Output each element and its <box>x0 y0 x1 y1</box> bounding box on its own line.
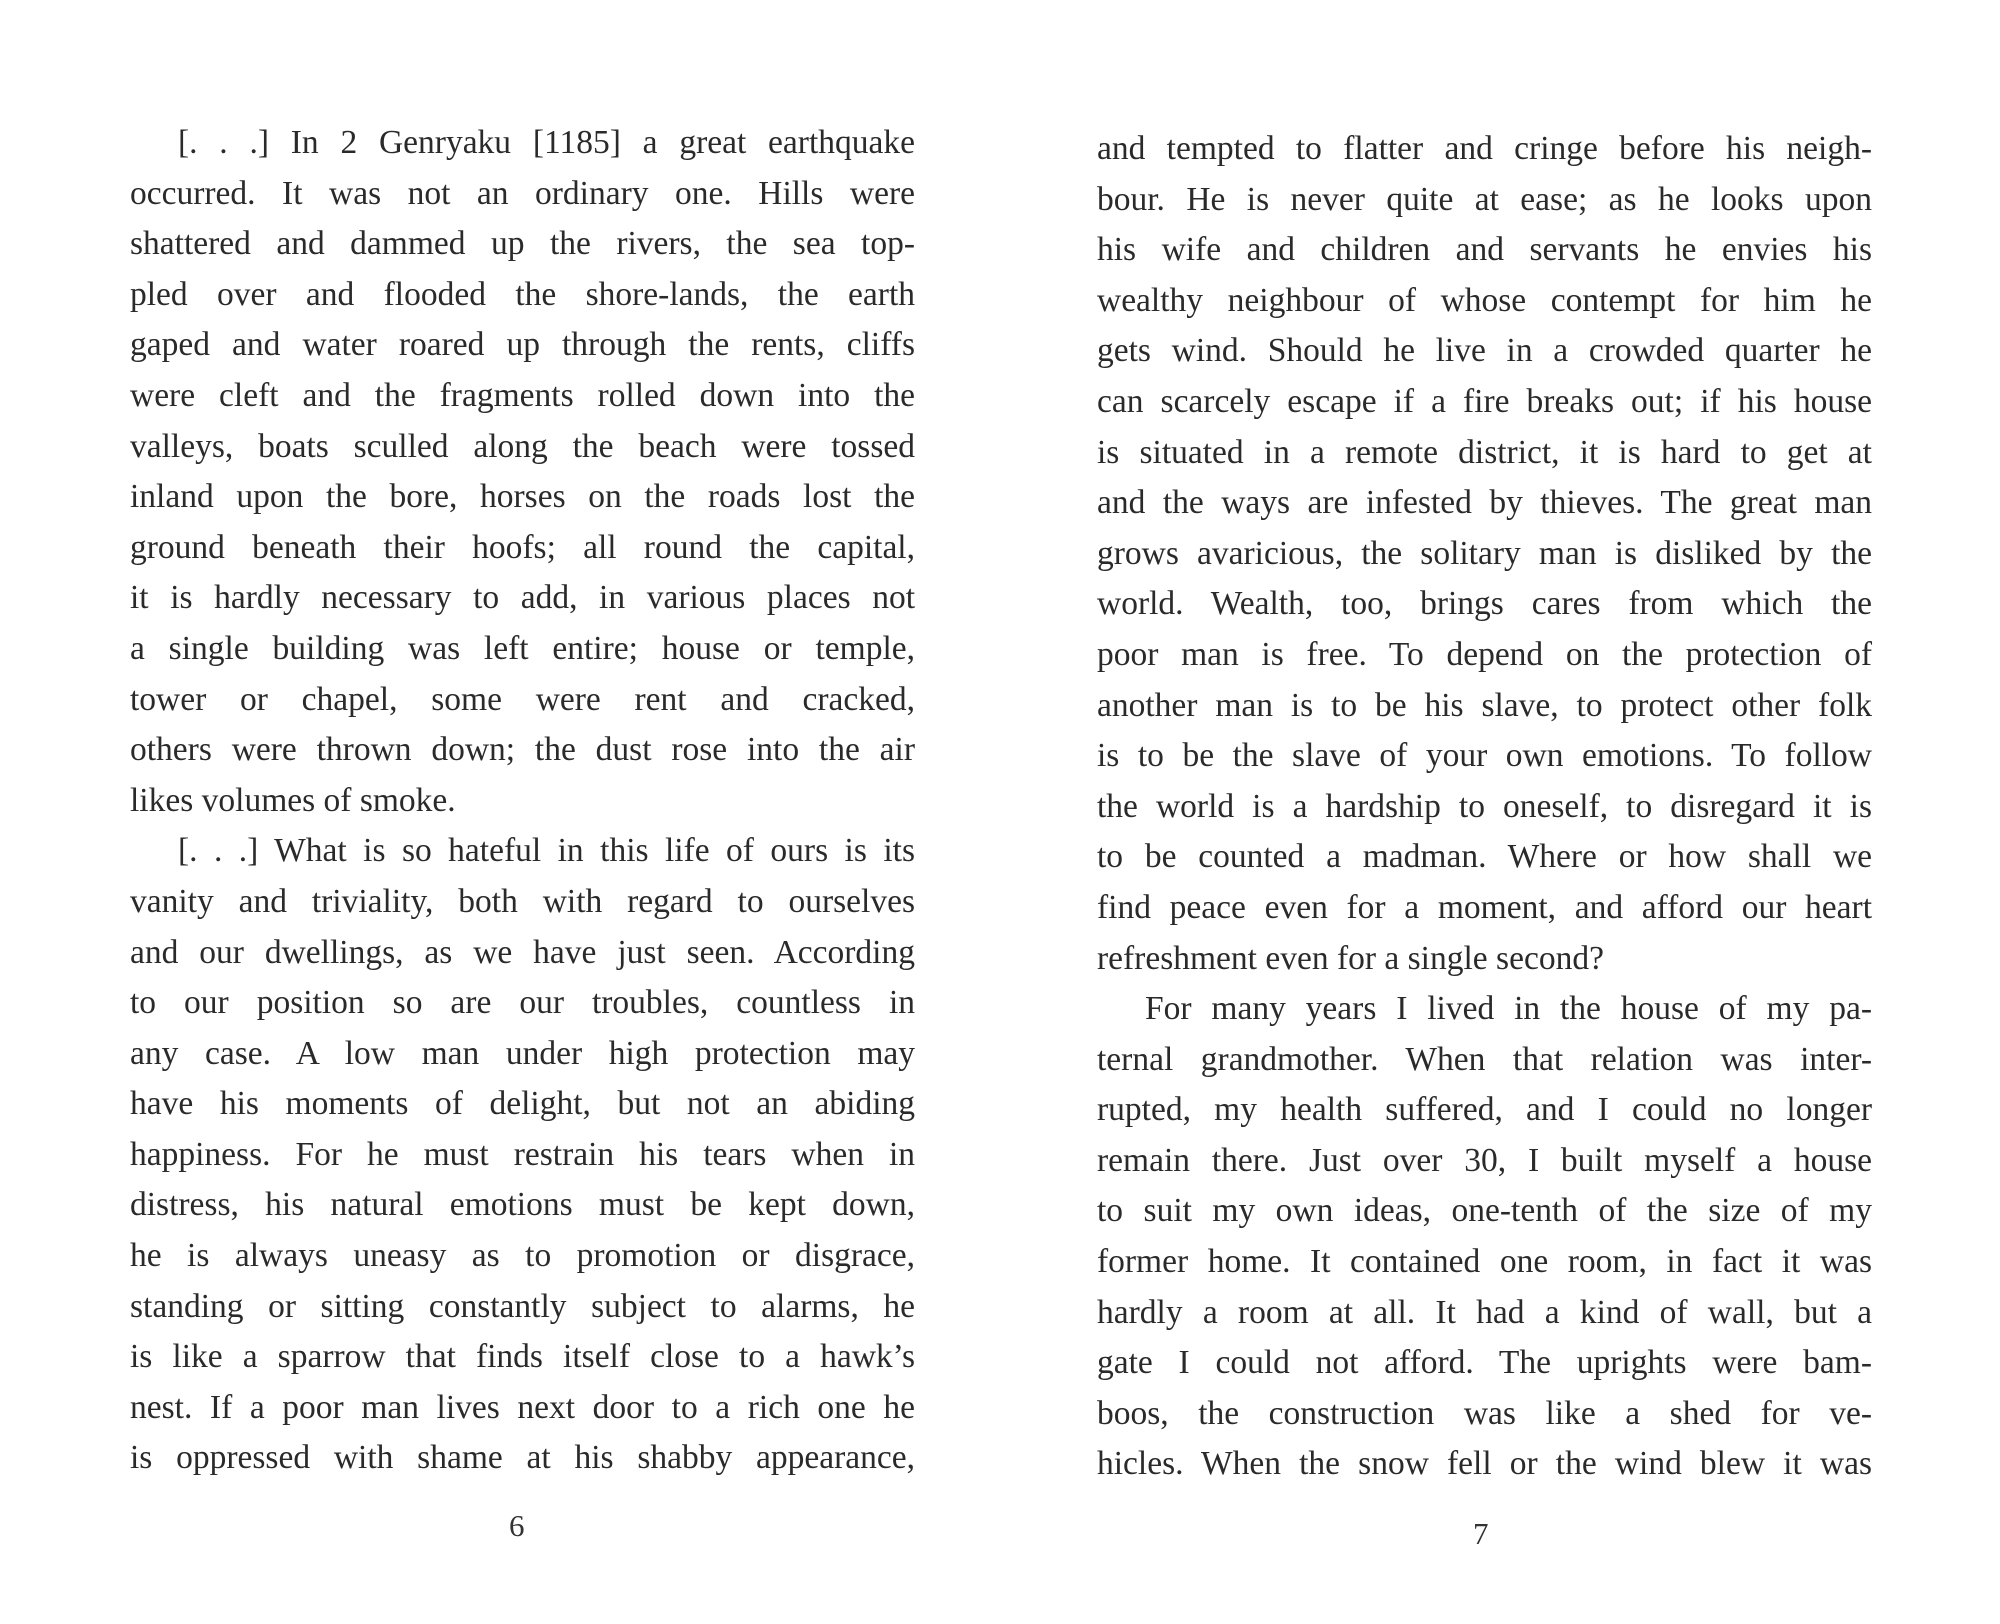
text-line: grows avaricious, the solitary man is disliked by the <box>1097 534 1872 572</box>
text-line: For many years I lived in the house of my pa- <box>1145 990 1872 1028</box>
text-line: shattered and dammed up the rivers, the sea top- <box>130 225 915 263</box>
text-line: wealthy neighbour of whose contempt for him he <box>1097 281 1872 319</box>
text-line: pled over and flooded the shore-lands, the earth <box>130 275 915 313</box>
text-line: find peace even for a moment, and afford our heart <box>1097 888 1872 926</box>
text-line: and tempted to flatter and cringe before his neigh- <box>1097 130 1872 167</box>
text-line: refreshment even for a single second? <box>1097 939 1604 977</box>
text-line: another man is to be his slave, to protect other folk <box>1097 686 1872 724</box>
text-line: it is hardly necessary to add, in various places not <box>130 579 915 617</box>
text-line: likes volumes of smoke. <box>130 781 456 819</box>
text-line: hicles. When the snow fell or the wind blew it was <box>1097 1445 1872 1483</box>
text-line: is situated in a remote district, it is hard to get at <box>1097 433 1872 471</box>
text-line: boos, the construction was like a shed for ve- <box>1097 1394 1872 1432</box>
paragraph <box>130 826 915 1484</box>
text-line: vanity and triviality, both with regard to ourselves <box>130 882 915 920</box>
text-line: and the ways are infested by thieves. The great man <box>1097 484 1872 522</box>
text-line: the world is a hardship to oneself, to disregard it is <box>1097 787 1872 825</box>
text-line: to be counted a madman. Where or how shall we <box>1097 838 1872 876</box>
text-line: his wife and children and servants he envies his <box>1097 231 1872 269</box>
text-line: is oppressed with shame at his shabby appearance, <box>130 1439 915 1477</box>
text-line: hardly a room at all. It had a kind of wall, but a <box>1097 1293 1872 1331</box>
text-line: a single building was left entire; house or temple, <box>130 629 915 667</box>
text-line: world. Wealth, too, brings cares from which the <box>1097 585 1872 623</box>
text-line: others were thrown down; the dust rose into the air <box>130 731 915 769</box>
text-line: gets wind. Should he live in a crowded quarter he <box>1097 332 1872 370</box>
text-line: have his moments of delight, but not an abiding <box>130 1085 915 1123</box>
text-line: is to be the slave of your own emotions. To follow <box>1097 737 1872 775</box>
text-line: distress, his natural emotions must be kept down, <box>130 1186 915 1224</box>
text-line: gate I could not afford. The uprights were bam- <box>1097 1344 1872 1382</box>
text-line: to suit my own ideas, one-tenth of the size of my <box>1097 1192 1872 1230</box>
text-line: he is always uneasy as to promotion or disgrace, <box>130 1237 915 1275</box>
page-number-right: 7 <box>1473 1516 1489 1551</box>
text-line: rupted, my health suffered, and I could no longer <box>1097 1091 1872 1129</box>
text-line: standing or sitting constantly subject to alarms, he <box>130 1287 915 1325</box>
text-line: and our dwellings, as we have just seen. According <box>130 933 915 971</box>
text-line: any case. A low man under high protection may <box>130 1034 915 1072</box>
text-line: inland upon the bore, horses on the roads lost the <box>130 478 915 516</box>
paragraph <box>1097 124 1872 984</box>
text-line: happiness. For he must restrain his tears when in <box>130 1135 915 1173</box>
text-line: [. . .] What is so hateful in this life of ours is its <box>178 832 915 870</box>
text-line: is like a sparrow that finds itself close to a hawk’s <box>130 1338 915 1376</box>
text-line: occurred. It was not an ordinary one. Hills were <box>130 174 915 212</box>
paragraph <box>1097 984 1872 1490</box>
text-line: ternal grandmother. When that relation was inter- <box>1097 1040 1872 1078</box>
left-page-text <box>130 118 915 1484</box>
text-line: bour. He is never quite at ease; as he looks upon <box>1097 180 1872 218</box>
text-line: remain there. Just over 30, I built myself a house <box>1097 1141 1872 1179</box>
text-line: tower or chapel, some were rent and cracked, <box>130 680 915 718</box>
text-line: valleys, boats sculled along the beach were tossed <box>130 427 915 465</box>
text-line: nest. If a poor man lives next door to a rich one he <box>130 1388 915 1426</box>
paragraph <box>130 118 915 826</box>
text-line: were cleft and the fragments rolled down into the <box>130 376 915 414</box>
text-line: former home. It contained one room, in fact it was <box>1097 1243 1872 1281</box>
text-line: gaped and water roared up through the rents, cliffs <box>130 326 915 364</box>
page-number-left: 6 <box>509 1508 525 1543</box>
text-line: poor man is free. To depend on the protection of <box>1097 635 1872 673</box>
text-line: to our position so are our troubles, countless in <box>130 984 915 1022</box>
text-line: can scarcely escape if a fire breaks out; if his house <box>1097 382 1872 420</box>
right-page-text <box>1097 124 1872 1490</box>
text-line: [. . .] In 2 Genryaku [1185] a great earthquake <box>178 124 915 161</box>
text-line: ground beneath their hoofs; all round the capital, <box>130 528 915 566</box>
